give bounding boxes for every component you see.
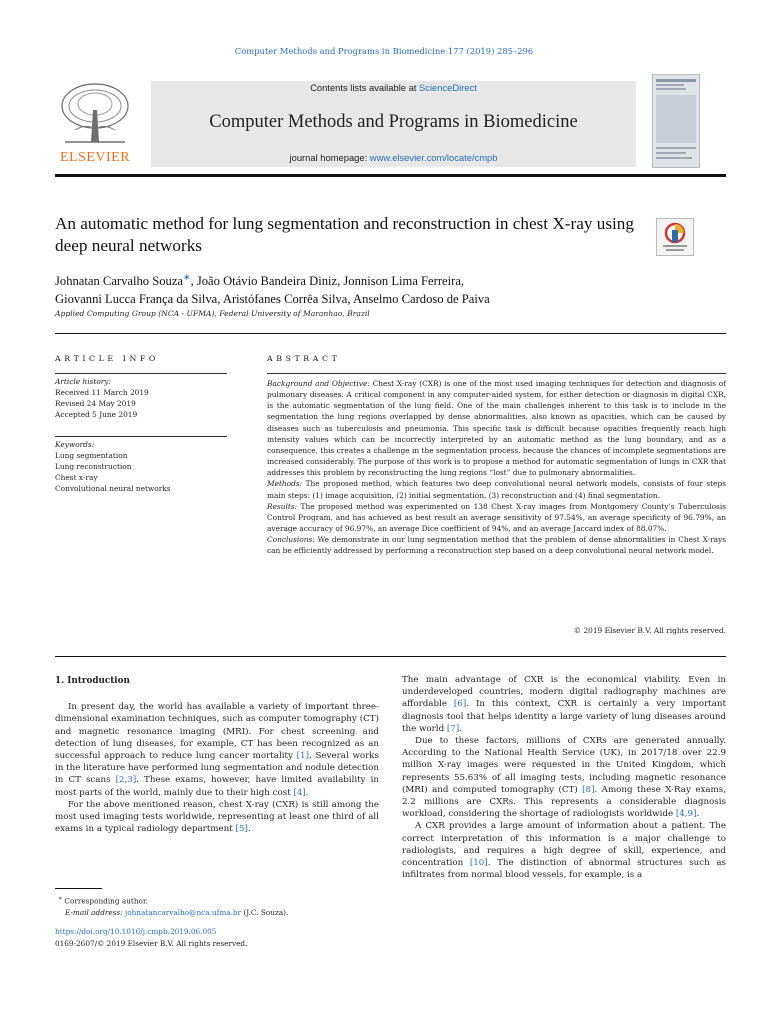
cover-image-icon [653,75,699,167]
check-for-updates-badge[interactable] [656,218,694,256]
received-date: Received 11 March 2019 [55,387,149,397]
article-history: Article history: Received 11 March 2019 Revised 24 May 2019 Accepted 5 June 2019 [55,377,227,421]
abstract-methods: Methods: The proposed method, which features two deep convolutional neural network models, consists of four steps main steps: (1) image acquisition, (2) initial segmentation, (3) reconstruction and (4) final segmentation. [267,479,726,500]
citation-link[interactable]: [10] [469,858,488,869]
homepage-link[interactable]: www.elsevier.com/locate/cmpb [369,152,498,163]
keyword: Chest x-ray [55,472,98,482]
authors-line-2: Giovanni Lucca França da Silva, Aristófanes Corrêa Silva, Anselmo Cardoso de Paiva [55,292,490,307]
abstract-heading: ABSTRACT [267,354,341,363]
issn-line: 0169-2607/© 2019 Elsevier B.V. All rights reserved. [55,938,248,948]
citation-link[interactable]: [4] [293,787,306,798]
paragraph: Due to these factors, millions of CXRs are generated annually. According to the National Health Service (UK), in 2017/18 over 22.9 million X-ray images were requested in the United Kingdom, which represents 55.63% of all imaging tests, including magnetic resonance (MRI) and computed tomography (CT) [8]. Among these X-Ray exams, 2.2 millions are CXRs. This represents a considerable diagnosis workload, considering the shortage of radiologists worldwide [4,9]. [402,736,726,820]
citation-link[interactable]: [1] [296,751,309,762]
contents-line: Contents lists available at ScienceDirect [310,82,477,93]
citation-link[interactable]: [8] [582,784,595,795]
abstract-rule [267,373,726,374]
keyword: Lung reconstruction [55,461,132,471]
footnote: ∗ Corresponding author. E-mail address: johnatancarvalho@nca.ufma.br (J.C. Souza). [58,895,289,918]
author-souza[interactable]: Johnatan Carvalho Souza [55,274,184,289]
homepage-line: journal homepage: www.elsevier.com/locate/cmpb [289,152,498,163]
article-info-rule [55,373,227,374]
body-column-right [402,674,726,881]
keyword: Convolutional neural networks [55,483,171,493]
elsevier-tree-icon [55,80,135,150]
citation-link[interactable]: [5] [235,824,248,835]
crossmark-icon [657,219,693,255]
citation-link[interactable]: [6] [453,699,467,710]
abstract-bottom-rule [55,656,726,657]
article-info-heading: ARTICLE INFO [55,354,159,363]
abstract-copyright: © 2019 Elsevier B.V. All rights reserved. [573,626,726,635]
title-rule [55,333,726,334]
keywords-rule [55,436,227,437]
keyword: Lung segmentation [55,450,128,460]
author-list: Johnatan Carvalho Souza∗, João Otávio Bandeira Diniz, Jonnison Lima Ferreira, Giovanni Lucca França da Silva, Aristófanes Corrêa Silva, Anselmo Cardoso de Paiva [55,272,490,307]
citation-link[interactable]: [2,3] [115,775,137,786]
accepted-date: Accepted 5 June 2019 [55,409,138,419]
paragraph: For the above mentioned reason, chest X-ray (CXR) is still among the most used imaging tests worldwide, representing at least one third of all exams in a typical radiology department [5]. [55,799,379,835]
footnote-rule [55,888,102,889]
body-column-left [55,675,379,835]
affiliation: Applied Computing Group (NCA - UFMA), Federal University of Maranhao, Brazil [55,309,370,318]
corresponding-author-mark[interactable]: ∗ [183,272,191,282]
abstract-results: Results: The proposed method was experimented on 138 Chest X-ray images from Montgomery County’s Tuberculosis Control Program, and has achieved as best result an average sensitivity of 97.54%, an average specificity of 96.79%, an average accuracy of 96.97%, an average Dice coefficient of 94%, and an average Jaccard index of 88.07%. [267,501,726,534]
email-link[interactable]: johnatancarvalho@nca.ufma.br [124,908,242,918]
paragraph: The main advantage of CXR is the economical viability. Even in underdeveloped countries, modern digital radiography machines are affordable [6]. In this context, CXR is certainly a very important diagnosis tool that helps identity a large variety of lung diseases around the world [7]. [402,675,726,734]
citation-link[interactable]: [7] [446,723,460,734]
publisher-name: ELSEVIER [59,150,131,165]
running-head[interactable]: Computer Methods and Programs in Biomedicine 177 (2019) 285–296 [234,46,534,56]
citation-link[interactable]: [4,9] [675,809,697,820]
masthead-rule [55,174,726,177]
journal-cover-thumbnail[interactable] [652,74,700,168]
abstract-body [267,378,726,557]
abstract-conclusions: Conclusions: We demonstrate in our lung segmentation method that the problem of dense abnormalities in Chest X-rays can be efficiently addressed by performing a reconstruction step based on a deep convolutional neural network model. [267,535,726,556]
abstract-background: Background and Objective: Chest X-ray (CXR) is one of the most used imaging techniques for detection and diagnosis of pulmonary diseases. A critical component in any computer-aided system, for either detection or diagnosis in digital CXR, is the automatic segmentation of the lung field. One of the main challenges inherent to this task is to include in the segmentation the lung regions overlapped by dense abnormalities, also known as opacities, which can be caused by diseases such as tuberculosis and pneumonia. This specific task is difficult because opacities frequently reach high intensity values which can be incorrectly interpreted by an automatic method as the lung boundary, and as a consequence, this creates a challenge in the segmentation process, because the chances of incomplete segmentations are increased considerably. The purpose of this work is to propose a method for automatic segmentation of lungs in CXR that addresses this problem by reconstructing the lung regions “lost” due to pulmonary abnormalities. [267,379,726,478]
doi-block [55,926,375,949]
paragraph: A CXR provides a large amount of information about a patient. The correct interpretation of this information is a major challenge to radiologists, and requires a high degree of skill, experience, and concentration [10]. The distinction of abnormal structures such as infiltrates from normal blood vessels, for example, is a [402,821,726,881]
elsevier-logo [55,80,135,166]
revised-date: Revised 24 May 2019 [55,398,136,408]
sciencedirect-link[interactable]: ScienceDirect [419,82,477,93]
article-title: An automatic method for lung segmentation and reconstruction in chest X-ray using deep neural networks [55,214,634,255]
paragraph: In present day, the world has available a variety of important three-dimensional examination techniques, such as computer tomography (CT) and magnetic resonance imaging (MRI). For chest screening and detection of lung diseases, for example, CT has been recognized as an successful approach to reduce lung cancer mortality [1]. Several works in the literature have performed lung segmentation and nodule detection in CT scans [2,3]. These exams, however, have limited availability in most parts of the world, mainly due to their high cost [4]. [55,702,379,798]
doi-link[interactable]: https://doi.org/10.1016/j.cmpb.2019.06.005 [55,927,217,936]
keywords: Keywords: Lung segmentation Lung reconstruction Chest x-ray Convolutional neural networks [55,440,227,495]
journal-name: Computer Methods and Programs in Biomedicine [209,112,578,132]
section-heading-introduction: 1. Introduction [55,676,130,686]
